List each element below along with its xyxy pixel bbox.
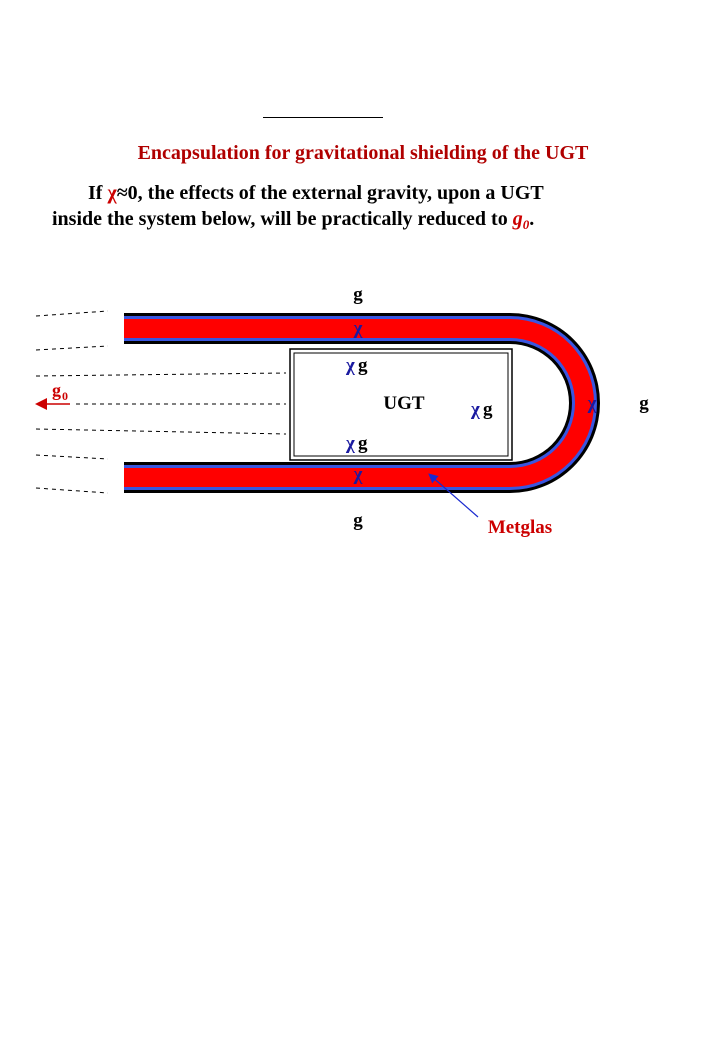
chig-right-g: g (483, 399, 493, 420)
page-title: Encapsulation for gravitational shielding of the UGT (137, 142, 589, 164)
field-line (36, 373, 286, 376)
field-line (36, 488, 108, 493)
chi-bottom-label: χ (353, 464, 363, 485)
chig-top-chi: χ (346, 355, 355, 376)
chig-bottom-g: g (358, 433, 368, 454)
field-line (36, 429, 286, 434)
g-top-label: g (353, 284, 363, 305)
metglas-label: Metglas (487, 517, 553, 538)
chi-symbol: χ (107, 182, 117, 204)
line2-text: inside the system below, will be practically reduced to (52, 208, 513, 230)
g0-label-base: g (52, 380, 61, 400)
field-line (36, 455, 108, 459)
field-line (36, 311, 108, 316)
chig-right-chi: χ (471, 399, 480, 420)
ugt-label: UGT (383, 393, 425, 414)
g0-label (52, 380, 68, 403)
g-bottom-label: g (353, 510, 363, 531)
chi-top-label: χ (353, 318, 363, 339)
line1-rest: ≈0, the effects of the external gravity, upon a UGT (116, 182, 544, 204)
chi-right-label: χ (587, 393, 597, 414)
g0-sub: 0 (522, 217, 530, 232)
line1-prefix: If (88, 182, 108, 204)
chig-bottom-chi: χ (346, 433, 355, 454)
g0-base: g (512, 208, 523, 230)
field-line (36, 346, 108, 350)
period: . (529, 208, 535, 230)
g-right-label: g (639, 393, 649, 414)
chig-top-g: g (358, 355, 368, 376)
g0-label-sub: 0 (62, 389, 68, 403)
